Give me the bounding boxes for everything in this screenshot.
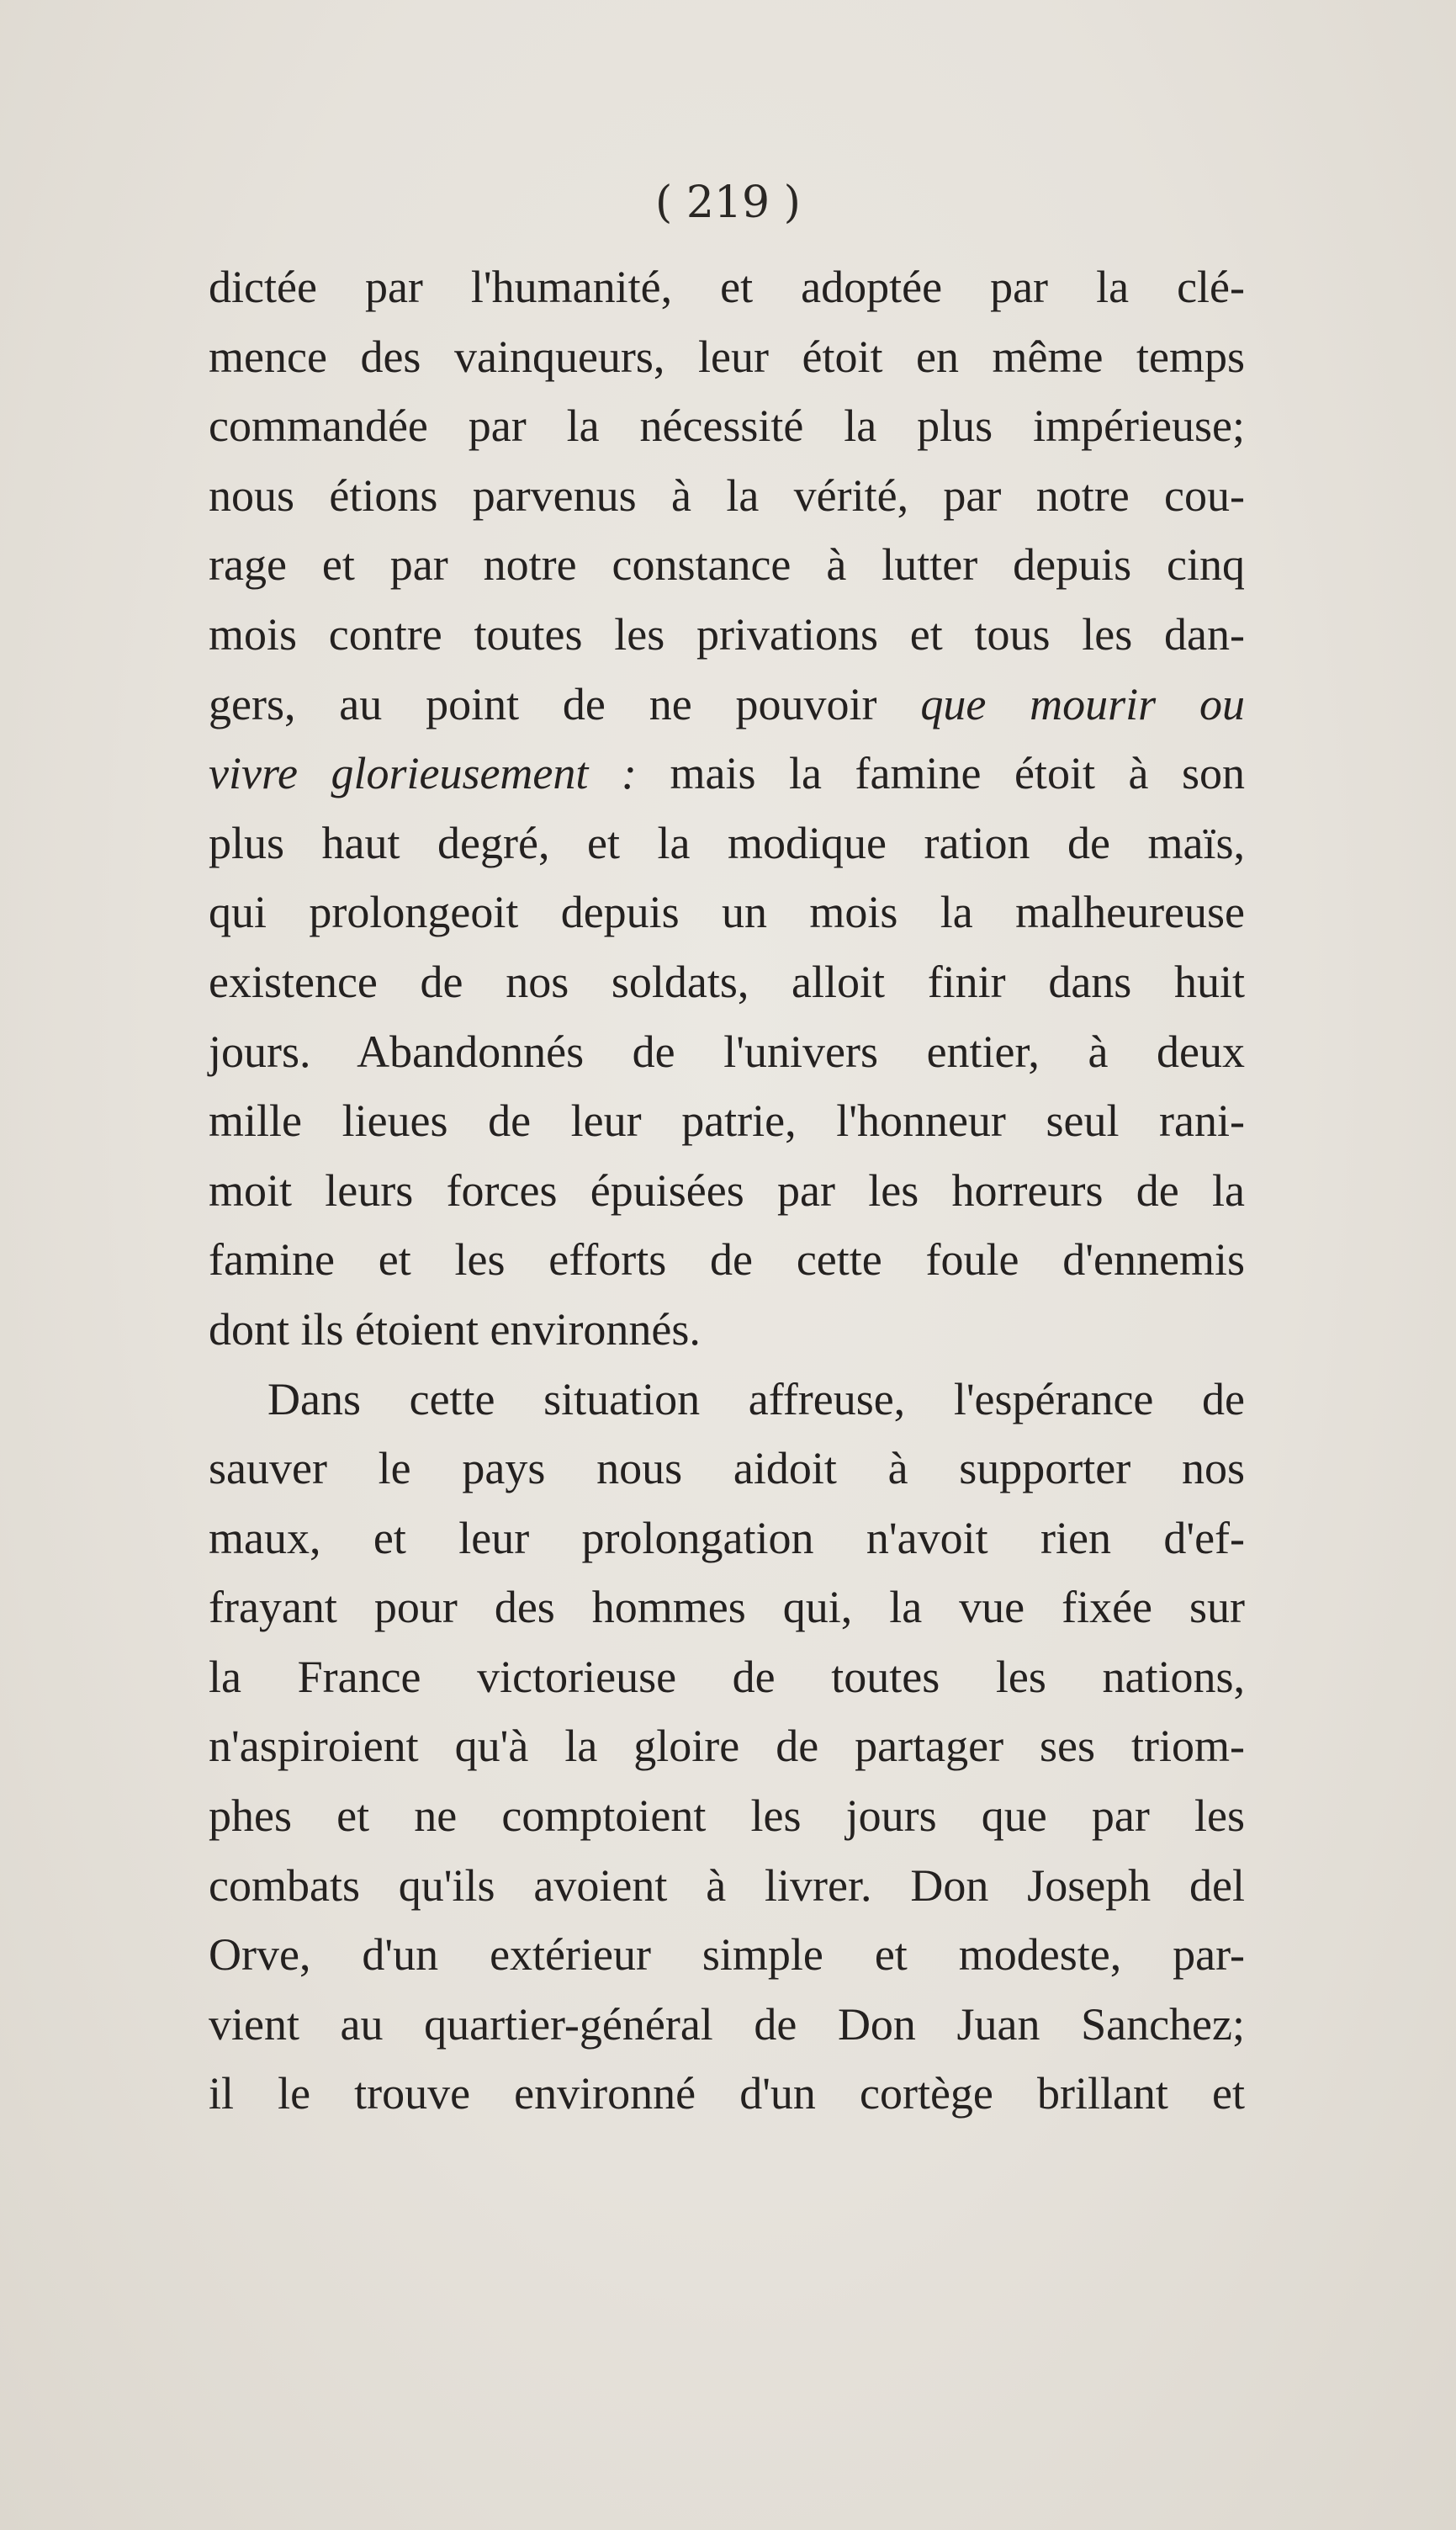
- text-line: sauver le pays nous aidoit à supporter nos: [209, 1443, 1245, 1494]
- text-line: vient au quartier-général de Don Juan Sanchez;: [209, 1998, 1245, 2050]
- page-number: ( 219 ): [655, 178, 801, 228]
- text-line: commandée par la nécessité la plus impérieuse;: [209, 400, 1245, 452]
- text-line: existence de nos soldats, alloit finir dans huit: [209, 956, 1245, 1007]
- text-line: dictée par l'humanité, et adoptée par la clé-: [209, 262, 1245, 312]
- text-line: Dans cette situation affreuse, l'espérance de: [267, 1373, 1245, 1424]
- text-segment: mais la famine étoit à son: [670, 748, 1246, 799]
- text-line: maux, et leur prolongation n'avoit rien d'ef-: [209, 1512, 1245, 1563]
- text-line: mois contre toutes les privations et tous les dan-: [209, 608, 1245, 660]
- paragraph-1: [209, 252, 1245, 1365]
- text-line: nous étions parvenus à la vérité, par notre cou-: [209, 469, 1245, 521]
- text-line-mixed: [209, 739, 1245, 809]
- text-line-mixed: [209, 670, 1245, 740]
- italic-phrase: vivre glorieusement :: [209, 748, 637, 799]
- text-line: mille lieues de leur patrie, l'honneur seul rani-: [209, 1095, 1245, 1147]
- text-line: dont ils étoient environnés.: [209, 1303, 701, 1355]
- text-line: n'aspiroient qu'à la gloire de partager ses triom-: [209, 1721, 1245, 1772]
- body-text: [209, 252, 1245, 2129]
- text-line: mence des vainqueurs, leur étoit en même temps: [209, 331, 1245, 382]
- text-line: famine et les efforts de cette foule d'ennemis: [209, 1234, 1245, 1286]
- paragraph-2: [209, 1365, 1245, 2130]
- text-line: frayant pour des hommes qui, la vue fixée sur: [209, 1582, 1245, 1633]
- text-line: combats qu'ils avoient à livrer. Don Joseph del: [209, 1859, 1245, 1911]
- text-line: moit leurs forces épuisées par les horreurs de la: [209, 1164, 1245, 1216]
- text-line: jours. Abandonnés de l'univers entier, à deux: [209, 1026, 1245, 1077]
- text-line: il le trouve environné d'un cortège brillant et: [209, 2068, 1245, 2119]
- text-line: rage et par notre constance à lutter depuis cinq: [209, 539, 1245, 591]
- text-line: phes et ne comptoient les jours que par les: [209, 1790, 1245, 1842]
- text-line: qui prolongeoit depuis un mois la malheureuse: [209, 887, 1245, 938]
- text-line: Orve, d'un extérieur simple et modeste, par-: [209, 1929, 1245, 1981]
- text-line: plus haut degré, et la modique ration de maïs,: [209, 817, 1245, 868]
- italic-phrase: que mourir ou: [920, 678, 1246, 729]
- text-line: la France victorieuse de toutes les nations,: [209, 1651, 1245, 1702]
- text-segment: gers, au point de ne pouvoir: [209, 678, 877, 729]
